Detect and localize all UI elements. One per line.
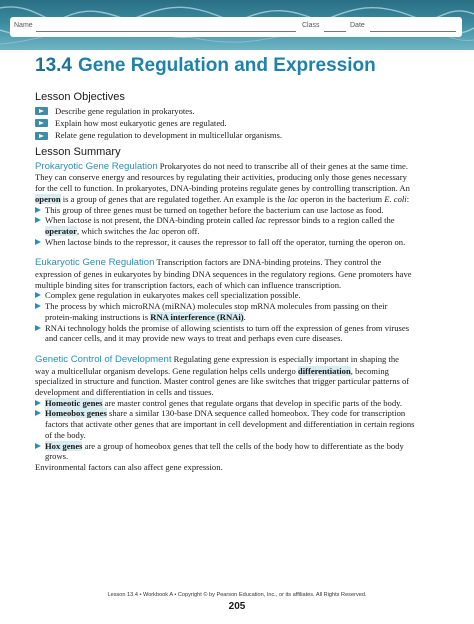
term-homeotic-genes: Homeotic genes [45, 397, 103, 408]
bullet-item: Hox genes are a group of homeobox genes that tell the cells of the body how to differentiate as the body grows. [35, 441, 415, 462]
summary-heading: Lesson Summary [35, 146, 121, 158]
eukaryotic-paragraph: Eukaryotic Gene Regulation Transcription factors are DNA-binding proteins. They control the expression of genes in eukaryotes by binding DNA sequences in the regulatory regions. Gene promoters have multiple binding sites for transcription factors, each of which can influence transcription. [35, 257, 412, 290]
term-homeobox-genes: Homeobox genes [45, 408, 107, 419]
bullet-arrow-icon [35, 443, 41, 449]
term-hox-genes: Hox genes [45, 440, 83, 451]
term-rnai: RNA interference (RNAi) [150, 311, 244, 322]
lesson-content [35, 92, 415, 473]
development-paragraph: Genetic Control of Development Regulating gene expression is especially important in shaping the way a multicellular organism develops. Gene regulation helps cells undergo differentiation, becoming specialized in structure and function. Master control genes are like switches that trigger particular patterns of development and differentiation in cells and tissues. [35, 353, 410, 398]
eukaryotic-subheading: Eukaryotic Gene Regulation [35, 257, 155, 269]
term-differentiation: differentiation [297, 365, 351, 376]
bullet-arrow-icon [35, 400, 41, 406]
bullet-arrow-icon [35, 325, 41, 331]
bullet-item: Homeotic genes are master control genes that regulate organs that develop in specific parts of the body. [35, 398, 415, 409]
bullet-item: When lactose binds to the repressor, it causes the repressor to fall off the operator, turning the operon on. [35, 237, 415, 248]
prokaryotic-paragraph: Prokaryotic Gene Regulation Prokaryotes do not need to transcribe all of their genes at the same time. They can conserve energy and resources by regulating their activities, producing only those genes necessary for the cell to function. In prokaryotes, DNA-binding proteins regulate genes by controlling transcription. An operon is a group of genes that are regulated together. An example is the lac operon in the bacterium E. coli: [35, 160, 410, 204]
prokaryotic-subheading: Prokaryotic Gene Regulation [35, 160, 158, 172]
page-number: 205 [228, 601, 246, 612]
objective-item: Explain how most eukaryotic genes are regulated. [35, 118, 415, 129]
bullet-arrow-icon [35, 239, 41, 245]
class-label: Class [302, 22, 320, 29]
arrow-icon [35, 107, 48, 115]
lesson-number: 13.4 [35, 55, 72, 76]
objectives-heading: Lesson Objectives [35, 91, 125, 103]
name-class-date-bar [10, 17, 462, 37]
class-line [324, 31, 346, 32]
name-line [36, 31, 296, 32]
term-operator: operator [45, 225, 77, 236]
objective-item: Relate gene regulation to development in multicellular organisms. [35, 130, 415, 141]
date-line [370, 31, 456, 32]
bullet-item: RNAi technology holds the promise of allowing scientists to turn off the expression of genes from viruses and cancer cells, and it may provide new ways to treat and perhaps even cure diseases. [35, 323, 415, 344]
bullet-arrow-icon [35, 292, 41, 298]
bullet-item: When lactose is not present, the DNA-binding protein called lac repressor binds to a region called the operator, which switches the lac operon off. [35, 215, 415, 236]
term-operon: operon [35, 193, 61, 204]
header-banner [0, 0, 474, 50]
arrow-icon [35, 119, 48, 127]
bullet-arrow-icon [35, 207, 41, 213]
arrow-icon [35, 132, 48, 140]
lesson-title: Gene Regulation and Expression [77, 55, 376, 76]
bullet-item: Homeobox genes share a similar 130-base DNA sequence called homeobox. They code for transcription factors that activate other genes that are important in cell development and differentiation in certain regions of the body. [35, 408, 415, 440]
objective-item: Describe gene regulation in prokaryotes. [35, 106, 415, 117]
bullet-item: Complex gene regulation in eukaryotes makes cell specialization possible. [35, 290, 415, 301]
bullet-arrow-icon [35, 303, 41, 309]
development-subheading: Genetic Control of Development [35, 353, 172, 365]
bullet-arrow-icon [35, 217, 41, 223]
bullet-item: The process by which microRNA (miRNA) molecules stop mRNA molecules from passing on their protein-making instructions is RNA interference (RNAi). [35, 301, 415, 322]
date-label: Date [350, 22, 365, 29]
copyright-footer: Lesson 13.4 • Workbook A • Copyright © by Pearson Education, Inc., or its affiliates. All Rights Reserved. [107, 592, 367, 598]
bullet-item: This group of three genes must be turned on together before the bacterium can use lactose as food. [35, 205, 415, 216]
name-label: Name [14, 22, 33, 29]
bullet-arrow-icon [35, 410, 41, 416]
page-title [35, 55, 376, 77]
closing-sentence: Environmental factors can also affect gene expression. [35, 461, 223, 472]
